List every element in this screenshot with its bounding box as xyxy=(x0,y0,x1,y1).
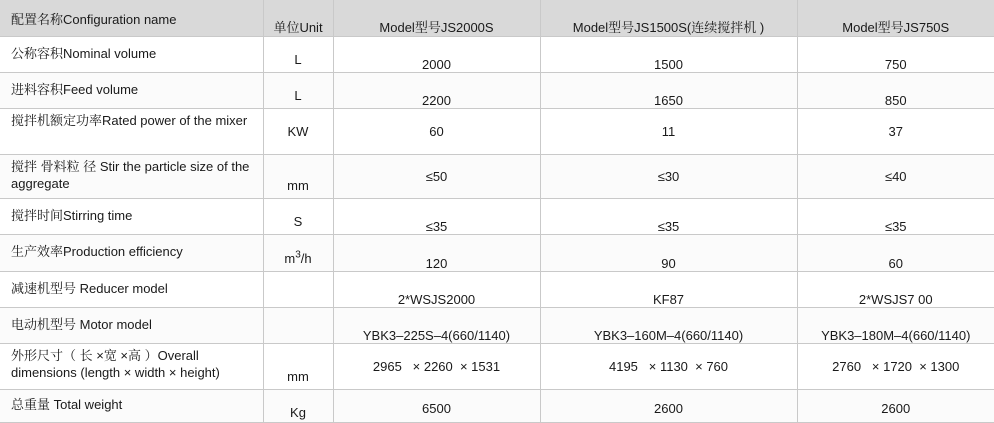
cell-js750s: 750 xyxy=(797,36,994,72)
cell-js2000s: ≤35 xyxy=(333,198,540,234)
cell-js2000s: 120 xyxy=(333,234,540,271)
header-model-js750s: Model型号JS750S xyxy=(797,0,994,36)
cell-js2000s: 2*WSJS2000 xyxy=(333,271,540,307)
row-label: 电动机型号 Motor model xyxy=(0,307,263,343)
cell-js1500s: 1650 xyxy=(540,72,797,108)
cell-js2000s: 60 xyxy=(333,108,540,154)
cell-js750s: 2600 xyxy=(797,389,994,422)
cell-js750s: ≤35 xyxy=(797,198,994,234)
row-unit xyxy=(263,234,333,271)
header-row xyxy=(0,0,994,36)
cell-js2000s: YBK3–225S–4(660/1140) xyxy=(333,307,540,343)
row-label: 总重量 Total weight xyxy=(0,389,263,422)
row-unit: L xyxy=(263,36,333,72)
row-label: 生产效率Production efficiency xyxy=(0,234,263,271)
row-label: 公称容积Nominal volume xyxy=(0,36,263,72)
cell-js1500s: KF87 xyxy=(540,271,797,307)
cell-js750s: 37 xyxy=(797,108,994,154)
table-row xyxy=(0,271,994,307)
row-label: 搅拌 骨料粒 径 Stir the particle size of the aggregate xyxy=(0,154,263,198)
cell-js2000s: 6500 xyxy=(333,389,540,422)
cell-js750s: YBK3–180M–4(660/1140) xyxy=(797,307,994,343)
table-row xyxy=(0,108,994,154)
cell-js2000s: 2965 × 2260 × 1531 xyxy=(333,343,540,389)
cell-js1500s: 11 xyxy=(540,108,797,154)
unit-suffix: /h xyxy=(300,250,312,266)
table-row xyxy=(0,36,994,72)
table-row xyxy=(0,154,994,198)
table-row xyxy=(0,307,994,343)
table-row xyxy=(0,234,994,271)
cell-js2000s: 2200 xyxy=(333,72,540,108)
cell-js750s: 2760 × 1720 × 1300 xyxy=(797,343,994,389)
table-row xyxy=(0,198,994,234)
row-unit: KW xyxy=(263,108,333,154)
row-label: 外形尺寸（ 长 ×宽 ×高 ）Overall dimensions (length × width × height) xyxy=(0,343,263,389)
cell-js1500s: ≤30 xyxy=(540,154,797,198)
cell-js1500s: 4195 × 1130 × 760 xyxy=(540,343,797,389)
header-config-name: 配置名称Configuration name xyxy=(0,0,263,36)
header-model-js1500s: Model型号JS1500S(连续搅拌机 ) xyxy=(540,0,797,36)
cell-js1500s: 90 xyxy=(540,234,797,271)
row-unit: L xyxy=(263,72,333,108)
cell-js750s: 2*WSJS7 00 xyxy=(797,271,994,307)
cell-js2000s: ≤50 xyxy=(333,154,540,198)
row-label: 减速机型号 Reducer model xyxy=(0,271,263,307)
cell-js1500s: 1500 xyxy=(540,36,797,72)
cell-js750s: ≤40 xyxy=(797,154,994,198)
table-row xyxy=(0,389,994,422)
cell-js1500s: ≤35 xyxy=(540,198,797,234)
header-model-js2000s: Model型号JS2000S xyxy=(333,0,540,36)
row-label: 进料容积Feed volume xyxy=(0,72,263,108)
row-unit: mm xyxy=(263,343,333,389)
row-unit: mm xyxy=(263,154,333,198)
table-row xyxy=(0,343,994,389)
row-label: 搅拌时间Stirring time xyxy=(0,198,263,234)
cell-js2000s: 2000 xyxy=(333,36,540,72)
unit-base: m xyxy=(284,250,296,266)
row-unit xyxy=(263,271,333,307)
row-unit: S xyxy=(263,198,333,234)
row-unit: Kg xyxy=(263,389,333,422)
cell-js1500s: 2600 xyxy=(540,389,797,422)
row-label: 搅拌机额定功率Rated power of the mixer xyxy=(0,108,263,154)
cell-js750s: 60 xyxy=(797,234,994,271)
row-unit xyxy=(263,307,333,343)
table-row xyxy=(0,72,994,108)
cell-js750s: 850 xyxy=(797,72,994,108)
cell-js1500s: YBK3–160M–4(660/1140) xyxy=(540,307,797,343)
header-unit: 单位Unit xyxy=(263,0,333,36)
unit-superscript: 3 xyxy=(295,249,301,261)
